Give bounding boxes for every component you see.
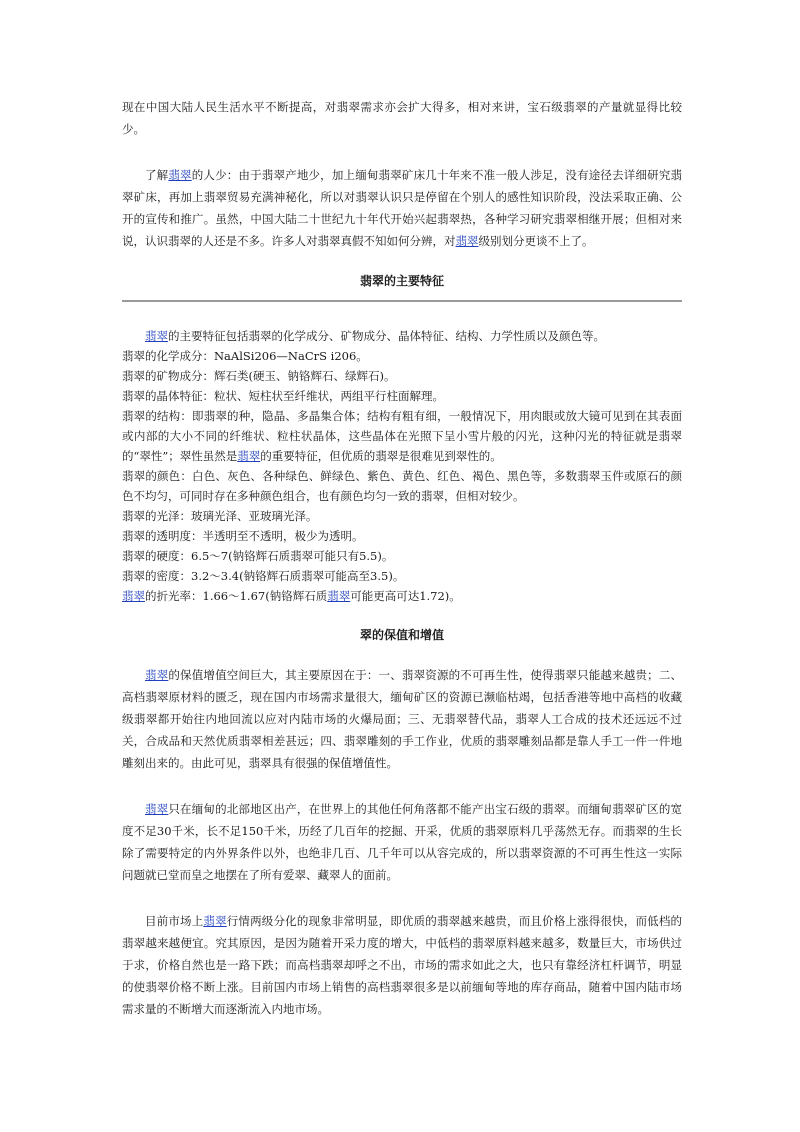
text-span: 了解 (145, 168, 169, 182)
text-span: 的主要特征包括翡翠的化学成分、矿物成分、晶体特征、结构、力学性质以及颜色等。 (168, 329, 605, 343)
text-span: 翡翠的结构：即翡翠的种，隐晶、多晶集合体；结构有粗有细，一般情况下，用肉眼或放大镜可见到在其表面或内部的大小不同的纤维状、粒柱状晶体，这些晶体在光照下呈小雪片般的闪光，这种闪光的特征就是翡翠的“翠性”；翠性虽然是 (122, 409, 682, 463)
jadeite-link[interactable]: 翡翠 (203, 914, 227, 928)
jadeite-link[interactable]: 翡翠 (327, 589, 351, 603)
jadeite-link[interactable]: 翡翠 (145, 668, 169, 682)
section-title-features: 翡翠的主要特征 (359, 274, 444, 288)
feature-refraction (122, 586, 682, 606)
jadeite-link[interactable]: 翡翠 (237, 449, 261, 463)
value-paragraph-1 (122, 664, 682, 774)
jadeite-link[interactable]: 翡翠 (122, 589, 145, 603)
feature-structure (122, 406, 682, 466)
feature-color: 翡翠的颜色：白色、灰色、各种绿色、鲜绿色、紫色、黄色、红色、褐色、黑色等，多数翡翠玉件或原石的颜色不均匀，可同时存在多种颜色组合，也有颜色均匀一致的翡翠，但相对较少。 (122, 469, 682, 503)
jadeite-link[interactable]: 翡翠 (455, 234, 479, 248)
features-intro (122, 326, 682, 346)
feature-luster: 翡翠的光泽：玻璃光泽、亚玻璃光泽。 (122, 509, 318, 523)
feature-chemical: 翡翠的化学成分：NaAlSi206—NaCrS i206。 (122, 349, 368, 363)
jadeite-link[interactable]: 翡翠 (168, 168, 192, 182)
text-span: 行情两级分化的现象非常明显，即优质的翡翠越来越贵，而且价格上涨得很快，而低档的翡翠越来越便宜。究其原因，是因为随着开采力度的增大，中低档的翡翠原料越来越多，数量巨大，市场供过于求，价格自然也是一路下跌；而高档翡翠却呼之不出，市场的需求如此之大，也只有靠经济杠杆调节，明显的使翡翠价格不断上涨。目前国内市场上销售的高档翡翠很多是以前缅甸等地的库存商品，随着中国内陆市场需求量的不断增大而逐渐流入内地市场。 (122, 914, 683, 1016)
text-span: 的保值增值空间巨大，其主要原因在于：一、翡翠资源的不可再生性，使得翡翠只能越来越贵；二、高档翡翠原材料的匮乏，现在国内市场需求量很大，缅甸矿区的资源已濒临枯竭，包括香港等地中高档的收藏级翡翠都开始往内地回流以应对内陆市场的火爆局面；三、无翡翠替代品，翡翠人工合成的技术还远远不过关，合成品和天然优质翡翠相差甚远；四、翡翠雕刻的手工作业，优质的翡翠雕刻品都是靠人手工一件一件地雕刻出来的。由此可见，翡翠具有很强的保值增值性。 (122, 668, 682, 770)
text-span: 目前市场上 (145, 914, 204, 928)
feature-hardness: 翡翠的硬度：6.5～7(钠铬辉石质翡翠可能只有5.5)。 (122, 549, 394, 563)
value-paragraph-2 (122, 798, 682, 886)
text-span: 的人少：由于翡翠产地少，加上缅甸翡翠矿床几十年来不准一般人涉足，没有途径去详细研究翡翠矿床，再加上翡翠贸易充满神秘化，所以对翡翠认识只是停留在个别人的感性知识阶段，没法采取正确、公开的宣传和推广。虽然，中国大陆二十世纪九十年代开始兴起翡翠热，各种学习研究翡翠相继开展；但相对来说，认识翡翠的人还是不多。许多人对翡翠真假不知如何分辨，对 (122, 168, 683, 248)
value-paragraph-3 (122, 910, 682, 1020)
feature-density: 翡翠的密度：3.2～3.4(钠铬辉石质翡翠可能高至3.5)。 (122, 569, 405, 583)
jadeite-link[interactable]: 翡翠 (145, 329, 168, 343)
document-page (122, 96, 682, 1020)
feature-mineral: 翡翠的矿物成分：辉石类(硬玉、钠铬辉石、绿辉石)。 (122, 369, 396, 383)
intro-paragraph-2 (122, 164, 682, 252)
intro-paragraph-1: 现在中国大陆人民生活水平不断提高，对翡翠需求亦会扩大得多，相对来讲，宝石级翡翠的产量就显得比较少。 (122, 100, 682, 136)
feature-transparency: 翡翠的透明度：半透明至不透明，极少为透明。 (122, 529, 364, 543)
text-span: 只在缅甸的北部地区出产，在世界上的其他任何角落都不能产出宝石级的翡翠。而缅甸翡翠矿区的宽度不足30千米，长不足150千米，历经了几百年的挖掘、开采，优质的翡翠原料几乎荡然无存。而翡翠的生长除了需要特定的内外界条件以外，也绝非几百、几千年可以从容完成的，所以翡翠资源的不可再生性这一实际问题就已堂而皇之地摆在了所有爱翠、藏翠人的面前。 (122, 802, 682, 882)
text-span: 可能更高可达1.72)。 (350, 589, 461, 603)
section-divider (122, 300, 682, 302)
section-title-value: 翠的保值和增值 (359, 628, 444, 642)
text-span: 的重要特征，但优质的翡翠是很难见到翠性的。 (260, 449, 502, 463)
feature-crystal: 翡翠的晶体特征：粒状、短柱状至纤维状，两组平行柱面解理。 (122, 389, 444, 403)
jadeite-link[interactable]: 翡翠 (145, 802, 169, 816)
text-span: 的折光率：1.66～1.67(钠铬辉石质 (145, 589, 328, 603)
text-span: 级别划分更谈不上了。 (478, 234, 594, 248)
